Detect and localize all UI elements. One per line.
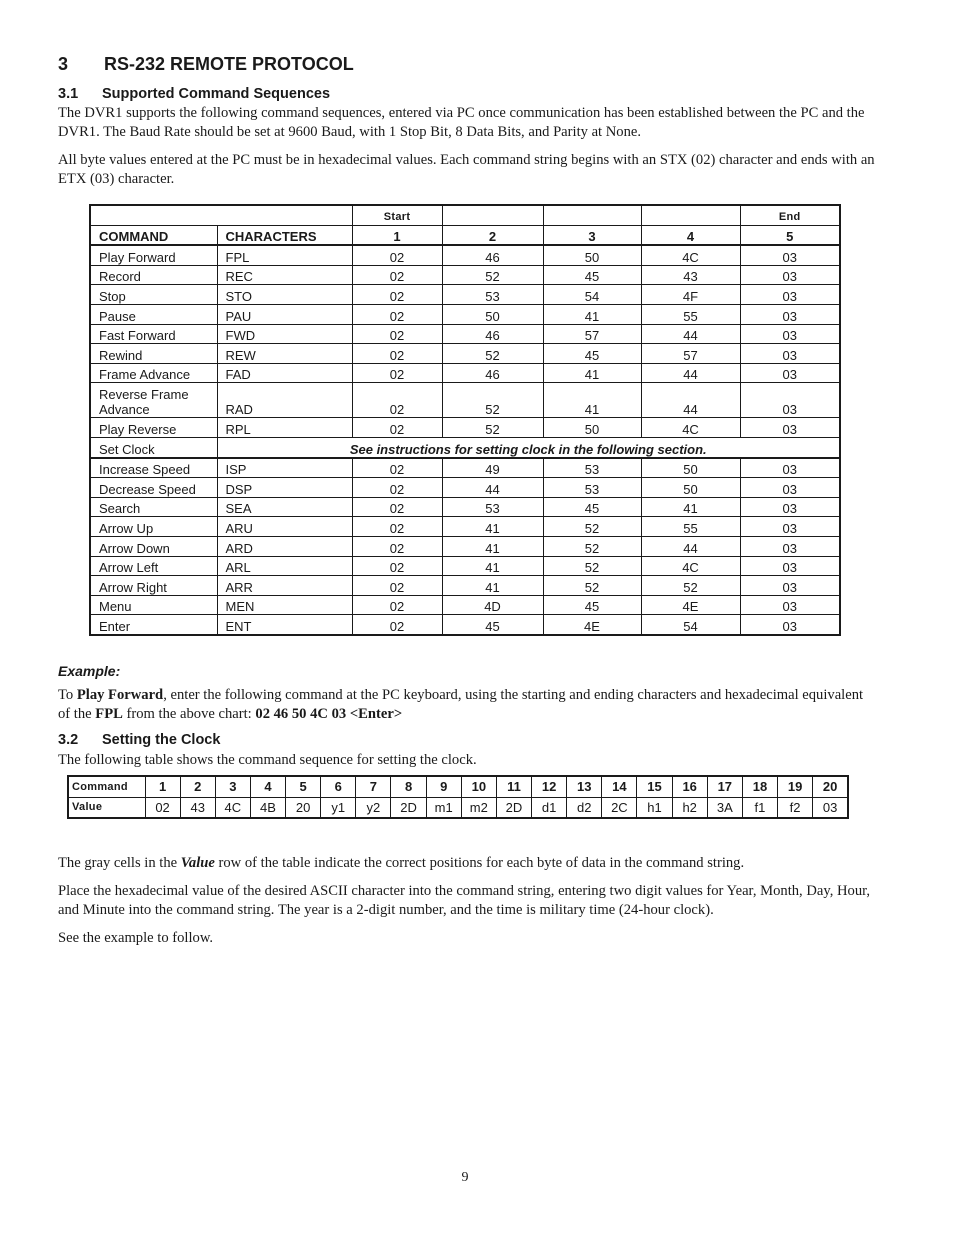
byte-cell: 02: [352, 556, 442, 576]
byte-cell: 53: [543, 478, 641, 498]
byte-cell: 50: [543, 418, 641, 438]
characters-cell: REC: [217, 265, 352, 285]
position-cell: 12: [532, 776, 567, 797]
subsection-heading-3-2: [58, 732, 220, 748]
byte-cell: 44: [641, 383, 740, 418]
position-cell: 4: [250, 776, 285, 797]
byte-cell: 55: [641, 517, 740, 537]
value-cell: 43: [180, 797, 215, 818]
byte-cell: 03: [740, 517, 840, 537]
byte-cell: 03: [740, 497, 840, 517]
characters-cell: ARL: [217, 556, 352, 576]
set-clock-note: See instructions for setting clock in the following section.: [217, 437, 840, 457]
command-cell: Decrease Speed: [90, 478, 217, 498]
column-header: 3: [543, 225, 641, 245]
table-row: [90, 383, 840, 418]
characters-cell: SEA: [217, 497, 352, 517]
byte-cell: 44: [641, 324, 740, 344]
byte-cell: 41: [442, 536, 543, 556]
characters-cell: RPL: [217, 418, 352, 438]
value-emphasis: Value: [180, 855, 215, 871]
byte-cell: 41: [442, 556, 543, 576]
characters-cell: FPL: [217, 245, 352, 265]
table-row: [90, 285, 840, 305]
value-cell: d2: [567, 797, 602, 818]
byte-cell: 52: [442, 265, 543, 285]
byte-cell: 02: [352, 595, 442, 615]
command-cell: Arrow Left: [90, 556, 217, 576]
ascii-paragraph: Place the hexadecimal value of the desired ASCII character into the command string, entering two digit values for Year, Month, Day, Hour, and Minute into the command string. The year is a 2-digit number, and the time is military time (24-hour clock).: [58, 883, 871, 918]
byte-cell: 4D: [442, 595, 543, 615]
byte-cell: 03: [740, 595, 840, 615]
byte-cell: 54: [543, 285, 641, 305]
table-row: [90, 497, 840, 517]
characters-cell: FAD: [217, 363, 352, 383]
byte-cell: 03: [740, 344, 840, 364]
subsection-title: Setting the Clock: [102, 732, 221, 748]
start-end-row: [90, 205, 840, 225]
command-cell: Stop: [90, 285, 217, 305]
byte-cell: 4C: [641, 418, 740, 438]
value-cell: f1: [742, 797, 777, 818]
value-label: Value: [68, 797, 145, 818]
command-cell: Menu: [90, 595, 217, 615]
byte-cell: 50: [442, 304, 543, 324]
command-cell: Play Reverse: [90, 418, 217, 438]
position-cell: 7: [356, 776, 391, 797]
byte-cell: 57: [641, 344, 740, 364]
value-cell: y2: [356, 797, 391, 818]
byte-cell: 41: [543, 383, 641, 418]
position-cell: 8: [391, 776, 426, 797]
byte-cell: 46: [442, 245, 543, 265]
position-cell: 15: [637, 776, 672, 797]
byte-cell: 4E: [641, 595, 740, 615]
byte-cell: 45: [543, 497, 641, 517]
command-label: Command: [68, 776, 145, 797]
characters-cell: STO: [217, 285, 352, 305]
section-heading: [58, 54, 354, 75]
table-row: [90, 595, 840, 615]
characters-cell: ARD: [217, 536, 352, 556]
table-row: [90, 536, 840, 556]
example-heading: Example:: [58, 663, 121, 679]
command-cell: Enter: [90, 615, 217, 635]
value-cell: 2D: [391, 797, 426, 818]
byte-cell: 43: [641, 265, 740, 285]
command-cell: Arrow Down: [90, 536, 217, 556]
byte-cell: 03: [740, 536, 840, 556]
table-row: [90, 304, 840, 324]
byte-cell: 02: [352, 265, 442, 285]
characters-cell: ISP: [217, 458, 352, 478]
position-cell: 2: [180, 776, 215, 797]
value-cell: 4B: [250, 797, 285, 818]
byte-cell: 02: [352, 363, 442, 383]
subsection-heading-3-1: [58, 86, 330, 102]
byte-cell: 03: [740, 304, 840, 324]
value-cell: 2C: [602, 797, 637, 818]
byte-cell: 52: [442, 344, 543, 364]
byte-cell: 02: [352, 576, 442, 596]
position-cell: 6: [321, 776, 356, 797]
byte-cell: 4E: [543, 615, 641, 635]
example-paragraph: To Play Forward, enter the following command at the PC keyboard, using the starting and ending characters and hexadecimal equivalent of the FPL from the above chart: 02 46 50 4C 03 <Enter>: [58, 687, 864, 722]
see-example-paragraph: See the example to follow.: [58, 930, 214, 946]
value-cell: d1: [532, 797, 567, 818]
byte-cell: 53: [442, 285, 543, 305]
byte-cell: 44: [641, 536, 740, 556]
byte-cell: 41: [543, 304, 641, 324]
end-label: End: [740, 205, 840, 225]
command-cell: Search: [90, 497, 217, 517]
subsection-number: 3.1: [58, 86, 79, 102]
example-command-name: Play Forward: [76, 687, 164, 703]
section-title: RS-232 REMOTE PROTOCOL: [104, 54, 354, 74]
position-cell: 5: [286, 776, 321, 797]
byte-cell: 02: [352, 458, 442, 478]
command-cell: Reverse Frame Advance: [90, 383, 217, 418]
characters-cell: ARU: [217, 517, 352, 537]
byte-cell: 45: [543, 265, 641, 285]
example-characters: FPL: [95, 706, 123, 722]
byte-cell: 55: [641, 304, 740, 324]
command-cell: Play Forward: [90, 245, 217, 265]
byte-cell: 02: [352, 245, 442, 265]
byte-cell: 52: [543, 576, 641, 596]
value-cell: 4C: [215, 797, 250, 818]
column-header: 5: [740, 225, 840, 245]
command-cell: Fast Forward: [90, 324, 217, 344]
byte-cell: 41: [543, 363, 641, 383]
byte-cell: 41: [442, 576, 543, 596]
byte-cell: 49: [442, 458, 543, 478]
table-row: [90, 265, 840, 285]
value-cell: h1: [637, 797, 672, 818]
byte-cell: 02: [352, 478, 442, 498]
byte-cell: 46: [442, 324, 543, 344]
byte-cell: 52: [543, 556, 641, 576]
column-header: CHARACTERS: [217, 225, 352, 245]
hex-paragraph: All byte values entered at the PC must be in hexadecimal values. Each command string begins with an STX (02) character and ends with an ETX (03) character.: [58, 152, 875, 187]
byte-cell: 57: [543, 324, 641, 344]
value-cell: f2: [778, 797, 813, 818]
command-cell: Record: [90, 265, 217, 285]
value-cell: m1: [426, 797, 461, 818]
byte-cell: 53: [543, 458, 641, 478]
table-row: [90, 615, 840, 635]
byte-cell: 03: [740, 285, 840, 305]
byte-cell: 4C: [641, 245, 740, 265]
characters-cell: REW: [217, 344, 352, 364]
position-cell: 3: [215, 776, 250, 797]
table-row: [90, 576, 840, 596]
byte-cell: 03: [740, 363, 840, 383]
byte-cell: 03: [740, 458, 840, 478]
byte-cell: 03: [740, 324, 840, 344]
value-cell: 3A: [707, 797, 742, 818]
byte-cell: 02: [352, 383, 442, 418]
section-number: 3: [58, 54, 69, 74]
characters-cell: MEN: [217, 595, 352, 615]
table-row: [90, 418, 840, 438]
gray-cells-paragraph: The gray cells in the Value row of the table indicate the correct positions for each byte of data in the command string.: [58, 855, 745, 871]
characters-cell: ENT: [217, 615, 352, 635]
byte-cell: 52: [543, 536, 641, 556]
byte-cell: 4C: [641, 556, 740, 576]
position-cell: 19: [778, 776, 813, 797]
clock-intro-paragraph: The following table shows the command sequence for setting the clock.: [58, 752, 477, 768]
table-row: [90, 363, 840, 383]
value-cell: y1: [321, 797, 356, 818]
header-row: [90, 225, 840, 245]
byte-cell: 52: [641, 576, 740, 596]
byte-cell: 02: [352, 536, 442, 556]
command-cell: Arrow Up: [90, 517, 217, 537]
position-cell: 20: [813, 776, 848, 797]
byte-cell: 52: [442, 383, 543, 418]
byte-cell: 45: [442, 615, 543, 635]
byte-cell: 53: [442, 497, 543, 517]
command-cell: Set Clock: [90, 437, 217, 457]
clock-value-row: [68, 797, 848, 818]
position-cell: 17: [707, 776, 742, 797]
byte-cell: 03: [740, 576, 840, 596]
set-clock-row: [90, 437, 840, 457]
characters-cell: ARR: [217, 576, 352, 596]
table-row: [90, 344, 840, 364]
byte-cell: 02: [352, 304, 442, 324]
page-number: 9: [461, 1170, 469, 1185]
byte-cell: 45: [543, 344, 641, 364]
byte-cell: 03: [740, 265, 840, 285]
column-header: COMMAND: [90, 225, 217, 245]
byte-cell: 52: [543, 517, 641, 537]
table-row: [90, 245, 840, 265]
command-cell: Pause: [90, 304, 217, 324]
table-row: [90, 478, 840, 498]
byte-cell: 41: [442, 517, 543, 537]
position-cell: 9: [426, 776, 461, 797]
position-cell: 18: [742, 776, 777, 797]
byte-cell: 45: [543, 595, 641, 615]
table-row: [90, 324, 840, 344]
byte-cell: 03: [740, 383, 840, 418]
position-cell: 16: [672, 776, 707, 797]
byte-cell: 02: [352, 517, 442, 537]
value-cell: 20: [286, 797, 321, 818]
column-header: 2: [442, 225, 543, 245]
byte-cell: 44: [641, 363, 740, 383]
value-cell: h2: [672, 797, 707, 818]
byte-cell: 02: [352, 497, 442, 517]
position-cell: 13: [567, 776, 602, 797]
byte-cell: 50: [641, 458, 740, 478]
position-cell: 10: [461, 776, 496, 797]
command-cell: Arrow Right: [90, 576, 217, 596]
byte-cell: 41: [641, 497, 740, 517]
subsection-title: Supported Command Sequences: [102, 86, 331, 102]
command-table-body: [90, 205, 840, 635]
characters-cell: FWD: [217, 324, 352, 344]
table-row: [90, 517, 840, 537]
byte-cell: 03: [740, 478, 840, 498]
value-cell: 2D: [496, 797, 531, 818]
byte-cell: 52: [442, 418, 543, 438]
byte-cell: 46: [442, 363, 543, 383]
characters-cell: RAD: [217, 383, 352, 418]
value-cell: m2: [461, 797, 496, 818]
position-cell: 1: [145, 776, 180, 797]
clock-table: [67, 775, 849, 819]
column-header: 4: [641, 225, 740, 245]
subsection-number: 3.2: [58, 732, 79, 748]
byte-cell: 50: [641, 478, 740, 498]
byte-cell: 02: [352, 324, 442, 344]
command-table: [89, 204, 841, 636]
command-cell: Increase Speed: [90, 458, 217, 478]
byte-cell: 50: [543, 245, 641, 265]
byte-cell: 4F: [641, 285, 740, 305]
start-label: Start: [352, 205, 442, 225]
table-row: [90, 556, 840, 576]
byte-cell: 03: [740, 418, 840, 438]
byte-cell: 02: [352, 615, 442, 635]
clock-position-row: [68, 776, 848, 797]
byte-cell: 44: [442, 478, 543, 498]
byte-cell: 03: [740, 615, 840, 635]
value-cell: 03: [813, 797, 848, 818]
intro-paragraph: The DVR1 supports the following command sequences, entered via PC once communication has been established between the PC and the DVR1. The Baud Rate should be set at 9600 Baud, with 1 Stop Bit, 8 Data Bits, and Parity at None.: [58, 105, 865, 140]
byte-cell: 03: [740, 556, 840, 576]
command-cell: Frame Advance: [90, 363, 217, 383]
example-sequence: 02 46 50 4C 03 <Enter>: [255, 706, 403, 722]
byte-cell: 54: [641, 615, 740, 635]
characters-cell: PAU: [217, 304, 352, 324]
byte-cell: 02: [352, 285, 442, 305]
command-cell: Rewind: [90, 344, 217, 364]
byte-cell: 02: [352, 344, 442, 364]
table-row: [90, 458, 840, 478]
position-cell: 11: [496, 776, 531, 797]
column-header: 1: [352, 225, 442, 245]
value-cell: 02: [145, 797, 180, 818]
characters-cell: DSP: [217, 478, 352, 498]
position-cell: 14: [602, 776, 637, 797]
byte-cell: 03: [740, 245, 840, 265]
byte-cell: 02: [352, 418, 442, 438]
